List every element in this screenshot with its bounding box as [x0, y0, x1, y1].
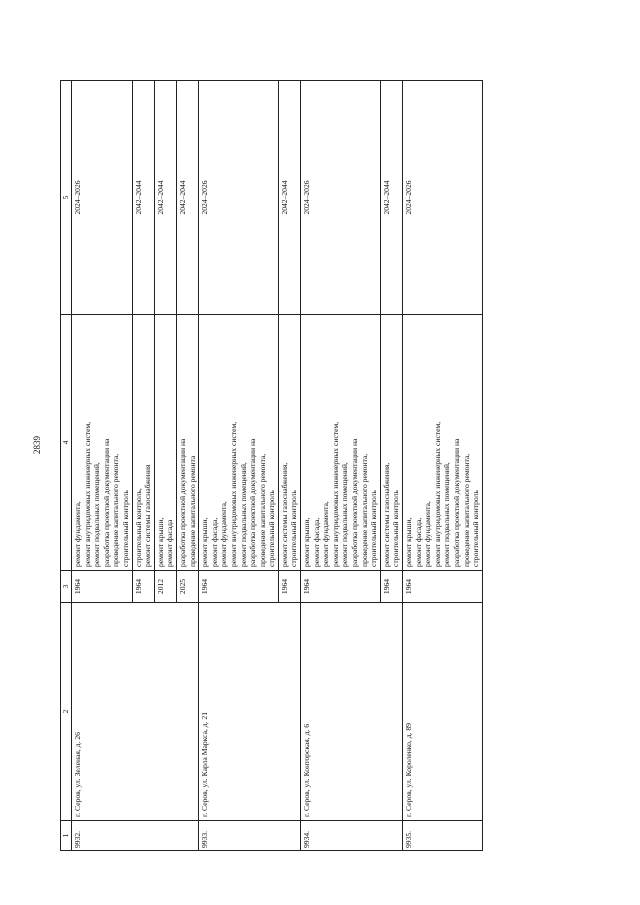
work-item: ремонт фасада: [165, 519, 175, 567]
work-item: ремонт системы газоснабжения,: [279, 462, 289, 567]
year-cell: 1964: [132, 571, 154, 603]
year-cell: 1964: [72, 571, 133, 603]
work-item: ремонт крыши,: [200, 517, 210, 567]
table-row: [403, 81, 483, 851]
repair-schedule-table: [60, 80, 483, 851]
period-cell: 2042–2044: [278, 81, 300, 315]
work-item: разработка проектной документации на: [177, 438, 187, 567]
address-cell: г. Серов, ул. Короленко, д. 89: [403, 603, 483, 821]
column-header: 3: [61, 571, 72, 603]
work-item: строительный контроль: [289, 490, 299, 567]
period-cell: 2024–2026: [199, 81, 279, 315]
period-cell: 2042–2044: [176, 81, 198, 315]
table-row: [72, 81, 133, 851]
year-cell: 1964: [199, 571, 279, 603]
work-item: ремонт внутридомовых инженерных систем,: [432, 421, 442, 567]
work-item: строительный контроль: [471, 490, 481, 567]
work-item: ремонт подвальных помещений,: [340, 462, 350, 567]
year-cell: 2025: [176, 571, 198, 603]
work-item: строительный контроль: [267, 490, 277, 567]
work-item: ремонт системы газоснабжения,: [381, 462, 391, 567]
work-item: ремонт крыши,: [404, 517, 413, 567]
period-cell: 2042–2044: [154, 81, 176, 315]
work-item: ремонт крыши,: [302, 517, 312, 567]
row-number-cell: 9933.: [199, 821, 301, 851]
work-item: разработка проектной документации на: [451, 438, 461, 567]
work-item: строительный контроль: [120, 490, 130, 567]
works-cell: [132, 315, 154, 571]
rotated-page-content: [60, 81, 602, 851]
work-item: ремонт системы газоснабжения: [143, 464, 153, 567]
work-item: ремонт фундамента,: [73, 501, 82, 567]
work-item: строительный контроль: [391, 490, 401, 567]
row-number-cell: 9935.: [403, 821, 483, 851]
table-row: [301, 81, 381, 851]
table-body: [72, 81, 483, 851]
work-item: ремонт фундамента,: [321, 501, 331, 567]
work-item: ремонт фундамента,: [423, 501, 433, 567]
row-number-cell: 9932.: [72, 821, 199, 851]
period-cell: 2024–2026: [301, 81, 381, 315]
page-number: 2839: [32, 436, 42, 454]
work-item: ремонт фундамента,: [219, 501, 229, 567]
period-cell: 2042–2044: [380, 81, 402, 315]
works-cell: [199, 315, 279, 571]
work-item: разработка проектной документации на: [248, 438, 258, 567]
work-item: ремонт крыши,: [155, 517, 165, 567]
works-cell: [380, 315, 402, 571]
works-cell: [176, 315, 198, 571]
work-item: ремонт подвальных помещений,: [238, 462, 248, 567]
table-row: [199, 81, 279, 851]
works-cell: [72, 315, 133, 571]
year-cell: 2012: [154, 571, 176, 603]
work-item: ремонт фасада,: [413, 517, 423, 567]
work-item: ремонт внутридомовых инженерных систем,: [228, 421, 238, 567]
work-item: проведение капитального ремонта,: [461, 453, 471, 567]
works-cell: [278, 315, 300, 571]
address-cell: г. Серов, ул. Карла Маркса, д. 21: [199, 603, 301, 821]
table-header-row: [61, 81, 72, 851]
work-item: проведение капитального ремонта,: [111, 453, 121, 567]
column-header: 5: [61, 81, 72, 315]
work-item: проведение капитального ремонта,: [359, 453, 369, 567]
year-cell: 1964: [301, 571, 381, 603]
column-header: 4: [61, 315, 72, 571]
work-item: ремонт фасада,: [209, 517, 219, 567]
work-item: строительный контроль: [369, 490, 379, 567]
work-item: ремонт внутридомовых инженерных систем,: [82, 421, 92, 567]
period-cell: 2024–2026: [72, 81, 133, 315]
work-item: ремонт внутридомовых инженерных систем,: [330, 421, 340, 567]
works-cell: [403, 315, 483, 571]
column-header: 2: [61, 603, 72, 821]
address-cell: г. Серов, ул. Конторская, д. 6: [301, 603, 403, 821]
works-cell: [301, 315, 381, 571]
year-cell: 1964: [278, 571, 300, 603]
period-cell: 2042–2044: [132, 81, 154, 315]
period-cell: 2024–2026: [403, 81, 483, 315]
work-item: ремонт подвальных помещений,: [442, 462, 452, 567]
year-cell: 1964: [380, 571, 402, 603]
work-item: ремонт подвальных помещений,: [92, 462, 102, 567]
works-cell: [154, 315, 176, 571]
work-item: строительный контроль,: [133, 488, 143, 567]
work-item: проведение капитального ремонта,: [257, 453, 267, 567]
work-item: разработка проектной документации на: [350, 438, 360, 567]
year-cell: 1964: [403, 571, 483, 603]
row-number-cell: 9934.: [301, 821, 403, 851]
work-item: ремонт фасада,: [311, 517, 321, 567]
column-header: 1: [61, 821, 72, 851]
work-item: проведение капитального ремонта: [187, 455, 197, 567]
address-cell: г. Серов, ул. Зеленая, д. 26: [72, 603, 199, 821]
work-item: разработка проектной документации на: [101, 438, 111, 567]
